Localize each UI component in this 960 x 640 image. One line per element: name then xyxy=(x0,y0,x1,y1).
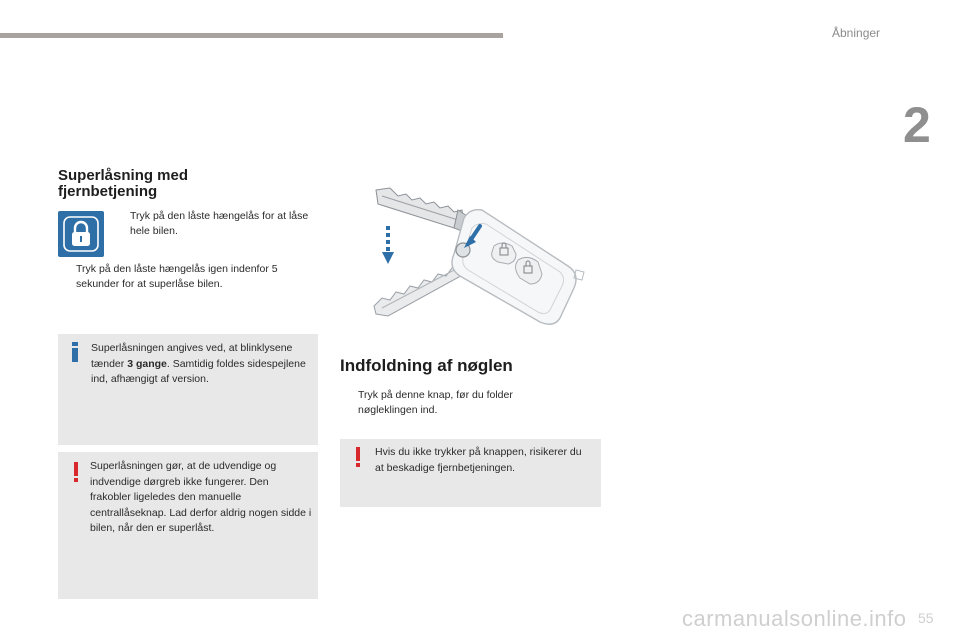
section-name: Åbninger xyxy=(832,26,881,40)
superlock-warning-text: Superlåsningen gør, at de udvendige og indvendige dørgreb ikke fungerer. Den frakobler ligeledes den manuelle centrallåseknap. Lad derfor aldrig nogen sidde i bilen, når den er superlåst. xyxy=(90,460,312,534)
info-text-part2: . Samtidig foldes sidespejlene ind, afhængigt af version. xyxy=(91,357,306,385)
chapter-number: 2 xyxy=(903,97,931,153)
superlocking-heading xyxy=(58,168,188,200)
info-icon xyxy=(72,342,78,362)
watermark: carmanualsonline.info xyxy=(682,606,907,631)
key-fold-heading: Indfoldning af nøglen xyxy=(340,356,513,375)
superlock-step-2 xyxy=(58,262,320,292)
superlock-warning-box xyxy=(58,452,318,599)
header-rule xyxy=(0,33,503,38)
key-fold-warning-box xyxy=(340,439,601,507)
key-fold-warning-text: Hvis du ikke trykker på knappen, risikerer du at beskadige fjernbetjeningen. xyxy=(375,446,582,474)
superlock-step-1-text: Tryk på den låste hængelås for at låse hele bilen. xyxy=(130,210,309,237)
padlock-closed-icon xyxy=(58,211,104,257)
warning-icon xyxy=(355,447,361,467)
superlocking-heading-line2: fjernbetjening xyxy=(58,183,158,200)
info-text-part1: Superlåsningen angives ved, at blinklysene tænder xyxy=(91,342,293,370)
superlock-step-1 xyxy=(112,209,324,239)
superlock-step-2-text: Tryk på den låste hængelås igen indenfor 5 sekunder for at superlåse bilen. xyxy=(76,263,278,290)
info-text xyxy=(91,341,306,388)
info-text-emphasis: 3 gange xyxy=(127,357,167,370)
page-number: 55 xyxy=(918,610,934,626)
superlocking-heading-line1: Superlåsning med xyxy=(58,167,189,184)
info-box xyxy=(58,334,318,445)
warning-icon xyxy=(73,462,79,482)
key-fold-illustration xyxy=(368,182,586,332)
key-fold-step-text: Tryk på denne knap, før du folder nøgleklingen ind. xyxy=(358,389,513,416)
key-fold-step xyxy=(340,388,570,418)
